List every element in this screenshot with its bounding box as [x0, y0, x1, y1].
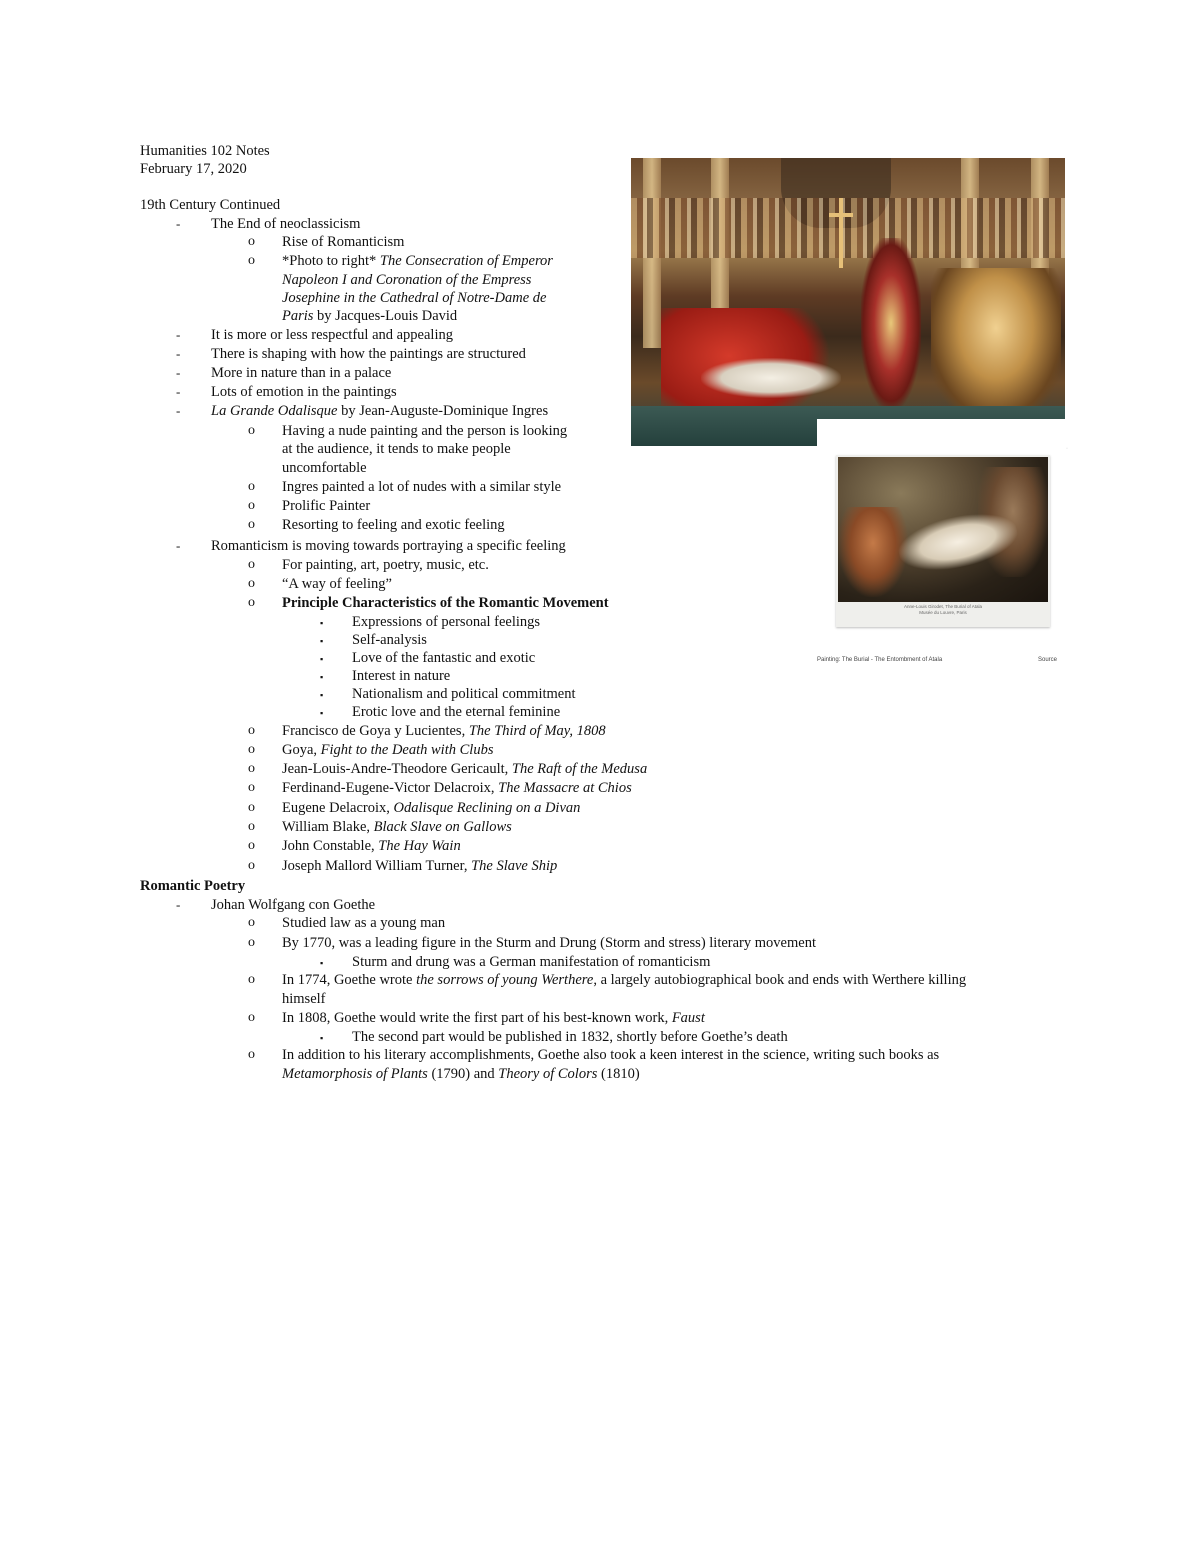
painting-cross — [839, 198, 843, 268]
dash-bullet: - — [176, 897, 181, 912]
dash-bullet: - — [176, 403, 181, 418]
square-bullet: ▪ — [320, 690, 324, 700]
square-bullet: ▪ — [320, 636, 324, 646]
artwork-item — [282, 818, 512, 836]
characteristic-item: Self-analysis — [352, 632, 427, 648]
painting-ermine-train — [701, 358, 841, 398]
circle-bullet: o — [248, 800, 255, 815]
circle-bullet: o — [248, 498, 255, 513]
painting-title-line — [282, 271, 531, 289]
list-item: Studied law as a young man — [282, 915, 446, 931]
section-heading-19th-century: 19th Century Continued — [140, 197, 281, 213]
circle-bullet: o — [248, 972, 255, 987]
document-date: February 17, 2020 — [140, 161, 247, 177]
book-title: Faust — [671, 1010, 705, 1026]
list-item: Sturm and drung was a German manifestation of romanticism — [352, 954, 711, 970]
artwork-title: The Third of May, 1808 — [468, 723, 606, 739]
circle-bullet: o — [248, 819, 255, 834]
artwork-item — [282, 722, 606, 740]
painting-emperor — [861, 238, 921, 408]
painting-caption-line: Musée du Louvre, Paris — [919, 610, 967, 615]
list-item: Lots of emotion in the paintings — [211, 384, 397, 400]
list-item: Johan Wolfgang con Goethe — [211, 897, 376, 913]
text-part: In 1808, Goethe would write the first part of his best-known work, — [282, 1010, 672, 1026]
painting-clergy — [931, 268, 1061, 418]
photo-note-prefix: *Photo to right* — [282, 253, 380, 269]
painting-title: The Consecration of Emperor — [379, 253, 553, 269]
painting-artist: by Jacques-Louis David — [313, 308, 458, 324]
square-bullet: ▪ — [320, 672, 324, 682]
list-item: Prolific Painter — [282, 498, 371, 514]
circle-bullet: o — [248, 234, 255, 249]
square-bullet: ▪ — [320, 654, 324, 664]
list-item: “A way of feeling” — [282, 576, 392, 592]
painting-title: Paris — [282, 308, 314, 324]
stray-mark: · — [1066, 446, 1068, 452]
circle-bullet: o — [248, 761, 255, 776]
text-part: (1790) and — [427, 1066, 499, 1082]
list-item-bold-heading: Principle Characteristics of the Romantic Movement — [282, 595, 609, 611]
square-bullet: ▪ — [320, 1033, 324, 1043]
list-item: Ingres painted a lot of nudes with a similar style — [282, 479, 562, 495]
painting-caption-line: Anne-Louis Girodet, The Burial of Atala — [904, 604, 982, 609]
artwork-title: Odalisque Reclining on a Divan — [393, 800, 581, 816]
artist-name: Eugene Delacroix, — [282, 800, 394, 816]
artist-name: Francisco de Goya y Lucientes, — [282, 723, 469, 739]
painting-title: Josephine in the Cathedral of Notre-Dame de — [282, 290, 547, 306]
artwork-item — [282, 779, 632, 797]
book-title: Metamorphosis of Plants — [282, 1066, 428, 1082]
square-bullet: ▪ — [320, 708, 324, 718]
list-item: Having a nude painting and the person is looking — [282, 423, 568, 439]
circle-bullet: o — [248, 838, 255, 853]
painting-mourner — [838, 507, 908, 597]
artwork-title: The Raft of the Medusa — [511, 761, 648, 777]
painting-caption — [838, 604, 1048, 616]
image-source-link[interactable]: Source — [1038, 657, 1058, 663]
section-heading-romantic-poetry: Romantic Poetry — [140, 878, 246, 894]
artwork-title: The Massacre at Chios — [498, 780, 632, 796]
painting-crowd — [631, 198, 1065, 258]
list-item: Rise of Romanticism — [282, 234, 405, 250]
artist-name: Goya, — [282, 742, 321, 758]
list-item: The End of neoclassicism — [211, 216, 361, 232]
list-item-photo-note — [282, 252, 553, 270]
list-item-continued — [282, 1065, 640, 1083]
dash-bullet: - — [176, 216, 181, 231]
dash-bullet: - — [176, 365, 181, 380]
list-item: There is shaping with how the paintings are structured — [211, 346, 526, 362]
artwork-title: Fight to the Death with Clubs — [320, 742, 494, 758]
circle-bullet: o — [248, 253, 255, 268]
atala-painting-image — [838, 457, 1048, 602]
characteristic-item: Love of the fantastic and exotic — [352, 650, 536, 666]
artist-name: William Blake, — [282, 819, 374, 835]
list-item: The second part would be published in 1832, shortly before Goethe’s death — [352, 1029, 788, 1045]
circle-bullet: o — [248, 780, 255, 795]
circle-bullet: o — [248, 935, 255, 950]
circle-bullet: o — [248, 479, 255, 494]
book-title: the sorrows of young Werthere — [416, 972, 594, 988]
artwork-item — [282, 857, 557, 875]
painting-title: La Grande Odalisque — [211, 403, 338, 419]
circle-bullet: o — [248, 517, 255, 532]
artwork-item — [282, 799, 580, 817]
list-item: It is more or less respectful and appealing — [211, 327, 453, 343]
circle-bullet: o — [248, 915, 255, 930]
artist-name: Ferdinand-Eugene-Victor Delacroix, — [282, 780, 499, 796]
square-bullet: ▪ — [320, 618, 324, 628]
dash-bullet: - — [176, 346, 181, 361]
circle-bullet: o — [248, 1047, 255, 1062]
list-item-continued: himself — [282, 991, 326, 1007]
circle-bullet: o — [248, 858, 255, 873]
circle-bullet: o — [248, 595, 255, 610]
list-item-werther — [282, 971, 966, 989]
list-item-odalisque — [211, 402, 548, 420]
list-item-continued: uncomfortable — [282, 460, 367, 476]
circle-bullet: o — [248, 723, 255, 738]
painting-cross-bar — [829, 213, 853, 217]
artwork-item — [282, 741, 493, 759]
characteristic-item: Expressions of personal feelings — [352, 614, 541, 630]
square-bullet: ▪ — [320, 958, 324, 968]
painting-title-line — [282, 289, 546, 307]
artwork-title: The Slave Ship — [471, 858, 558, 874]
painting-artist: by Jean-Auguste-Dominique Ingres — [337, 403, 549, 419]
artwork-item — [282, 760, 647, 778]
list-item-continued: at the audience, it tends to make people — [282, 441, 511, 457]
characteristic-item: Interest in nature — [352, 668, 451, 684]
coronation-painting-image — [631, 158, 1065, 446]
circle-bullet: o — [248, 576, 255, 591]
characteristic-item: Nationalism and political commitment — [352, 686, 576, 702]
artist-name: Joseph Mallord William Turner, — [282, 858, 472, 874]
list-item: More in nature than in a palace — [211, 365, 392, 381]
dash-bullet: - — [176, 538, 181, 553]
text-part: (1810) — [597, 1066, 640, 1082]
book-title: Theory of Colors — [498, 1066, 598, 1082]
artwork-title: The Hay Wain — [378, 838, 461, 854]
list-item: Romanticism is moving towards portraying a specific feeling — [211, 538, 566, 554]
artwork-title: Black Slave on Gallows — [373, 819, 512, 835]
text-part: , a largely autobiographical book and ends with Werthere killing — [593, 972, 967, 988]
circle-bullet: o — [248, 1010, 255, 1025]
characteristic-item: Erotic love and the eternal feminine — [352, 704, 561, 720]
painting-title: Napoleon I and Coronation of the Empress — [282, 272, 532, 288]
image-credit-link[interactable]: Painting: The Burial - The Entombment of Atala — [817, 657, 943, 663]
circle-bullet: o — [248, 557, 255, 572]
list-item-faust — [282, 1009, 705, 1027]
circle-bullet: o — [248, 423, 255, 438]
artist-name: John Constable, — [282, 838, 379, 854]
list-item: For painting, art, poetry, music, etc. — [282, 557, 489, 573]
document-title: Humanities 102 Notes — [140, 143, 270, 159]
circle-bullet: o — [248, 742, 255, 757]
artist-name: Jean-Louis-Andre-Theodore Gericault, — [282, 761, 512, 777]
image-crop-gap — [817, 419, 1077, 449]
dash-bullet: - — [176, 384, 181, 399]
artwork-item — [282, 837, 461, 855]
text-part: In 1774, Goethe wrote — [282, 972, 417, 988]
list-item: By 1770, was a leading figure in the Sturm and Drung (Storm and stress) literary movement — [282, 935, 816, 951]
dash-bullet: - — [176, 327, 181, 342]
painting-title-line — [282, 307, 457, 325]
list-item: In addition to his literary accomplishments, Goethe also took a keen interest in the science, writing such books as — [282, 1047, 940, 1063]
list-item: Resorting to feeling and exotic feeling — [282, 517, 505, 533]
